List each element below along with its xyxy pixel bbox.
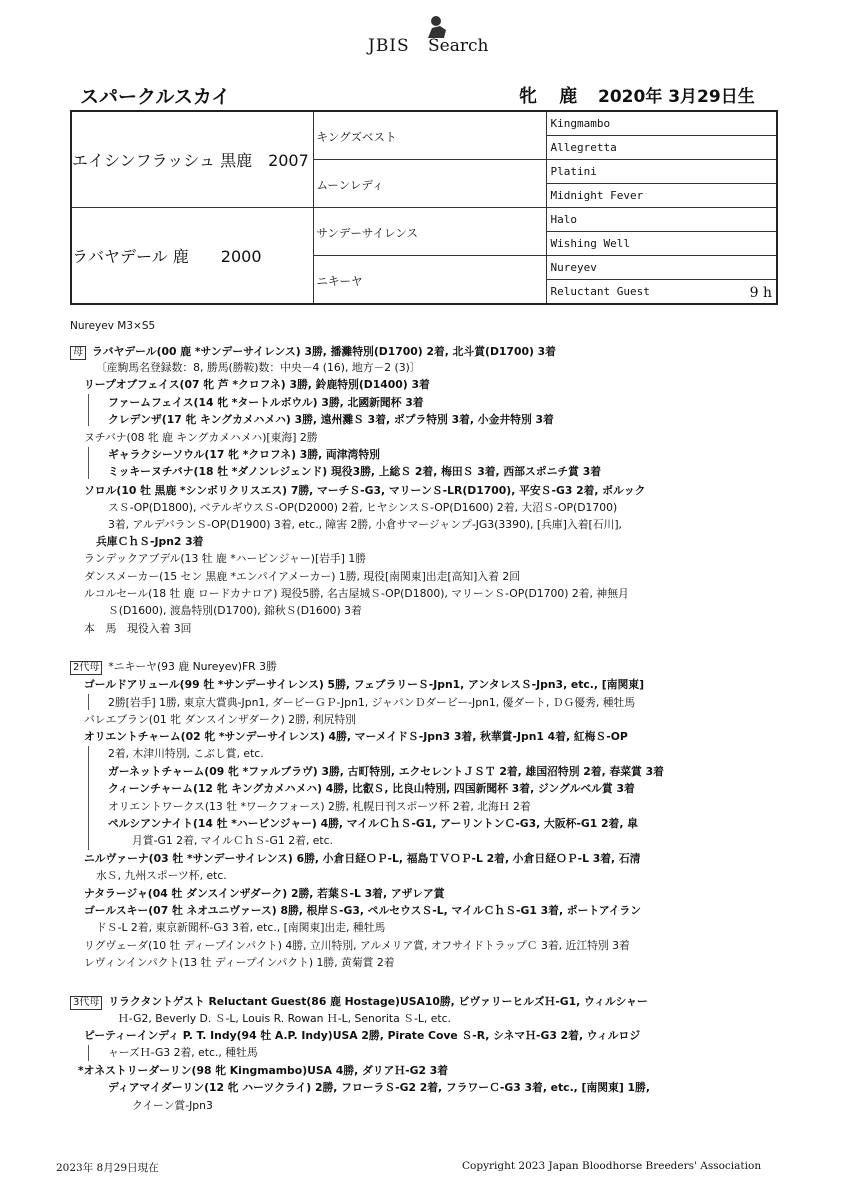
dam-dam-name: ニキーヤ — [316, 274, 363, 288]
tree-line — [88, 447, 89, 479]
ped-dss: Halo — [546, 208, 777, 232]
sec1-line: 3着, アルデバランＳ-OP(D1900) 3着, etc., 障害 2勝, 小倉サマージャンプ-JG3(3390), [兵庫]入着[石川], — [108, 518, 622, 531]
sec3-line: クイーン賞-Jpn3 — [132, 1099, 213, 1112]
sec2-line: ニルヴァーナ(03 牡 *サンデーサイレンス) 6勝, 小倉日経ＯＰ-L, 福島ＴＶＯＰ-L 2着, 小倉日経ＯＰ-L 3着, 石清 — [84, 852, 641, 865]
jbis-logo — [368, 14, 498, 56]
sire-sire-name: キングズベスト — [316, 130, 397, 144]
sec1-line: ギャラクシーソウル(17 牝 *クロフネ) 3勝, 両津湾特別 — [108, 448, 380, 461]
ped-dsd: Wishing Well — [546, 232, 777, 256]
dam-name: ラバヤデール — [72, 247, 168, 266]
sec2-line: 2着, 木津川特別, こぶし賞, etc. — [108, 747, 264, 760]
sec1-line: クレデンザ(17 牝 キングカメハメハ) 3勝, 遠州灘Ｓ 3着, ポプラ特別 3着, 小金井特別 3着 — [108, 413, 554, 426]
dam-cell — [71, 208, 313, 305]
inbreed-mark: 9 h — [749, 285, 772, 301]
ped-dds: Nureyev — [546, 256, 777, 280]
sec1-line: ソロル(10 牡 黒鹿 *シンボリクリスエス) 7勝, マーチＳ-G3, マリーンＳ-LR(D1700), 平安Ｓ-G3 2着, ポルック — [84, 484, 646, 497]
pedigree-table — [70, 110, 778, 305]
sire-dam-cell — [313, 160, 546, 208]
third-dam-record: リラクタントゲスト Reluctant Guest(86 鹿 Hostage)USA10勝, ビヴァリーヒルズＨ-G1, ウィルシャー — [108, 995, 648, 1008]
sex-color: 牝 鹿 — [519, 86, 586, 107]
sire-cell — [71, 111, 313, 208]
ped-ddd-cell — [546, 280, 777, 305]
sec1-line: リープオブフェイス(07 牝 芦 *クロフネ) 3勝, 鈴鹿特別(D1400) 3着 — [84, 378, 430, 391]
logo-jbis-text: JBIS — [368, 36, 410, 56]
sec1-line: 兵庫ＣｈＳ-Jpn2 3着 — [96, 535, 204, 548]
dam-info: 鹿 2000 — [172, 247, 262, 266]
sec2-line: リグヴェーダ(10 牡 ディープインパクト) 4勝, 立川特別, アルメリア賞, オフサイドトラップＣ 3着, 近江特別 3着 — [84, 939, 630, 952]
sec2-line: オリエントワークス(13 牡 *ワークフォース) 2勝, 札幌日刊スポーツ杯 2着, 北海Ｈ 2着 — [108, 800, 531, 813]
logo-search-text: Search — [428, 36, 489, 56]
sec1-line — [70, 345, 556, 360]
sec2-line: クィーンチャーム(12 牝 キングカメハメハ) 4勝, 比叡Ｓ, 比良山特別, 四国新聞杯 3着, ジングルベル賞 3着 — [108, 782, 635, 795]
dam-sire-cell — [313, 208, 546, 256]
sec2-line — [70, 660, 277, 675]
tree-line — [88, 1045, 89, 1061]
tree-line — [88, 694, 89, 710]
sire-dam-name: ムーンレディ — [316, 178, 384, 192]
sec2-line: バレエブラン(01 牝 ダンスインザダーク) 2勝, 利尻特別 — [84, 713, 356, 726]
birth-date: 2020年 3月29日生 — [598, 87, 755, 107]
sec1-line: ランデックアブデル(13 牡 鹿 *ハービンジャー)[岩手] 1勝 — [84, 552, 367, 565]
section-tag-3rd-dam: 3代母 — [70, 996, 102, 1010]
sec2-line: ドＳ-L 2着, 東京新聞杯-G3 3着, etc., [南関東]出走, 種牡馬 — [96, 921, 386, 934]
sec2-line: 水Ｓ, 九州スポーツ杯, etc. — [96, 869, 227, 882]
sire-name: エイシンフラッシュ — [72, 151, 215, 170]
sec3-line: ディアマイダーリン(12 牝 ハーツクライ) 2勝, フローラＳ-G2 2着, フラワーＣ-G3 3着, etc., [南関東] 1勝, — [108, 1081, 650, 1094]
sire-sire-cell — [313, 111, 546, 160]
tree-line — [88, 746, 89, 850]
sec1-line: ヌチバナ(08 牝 鹿 キングカメハメハ)[東海] 2勝 — [84, 431, 318, 444]
sec2-line: レヴィンインパクト(13 牡 ディープインパクト) 1勝, 黄菊賞 2着 — [84, 956, 395, 969]
sec1-line: ルコルセール(18 牡 鹿 ロードカナロア) 現役5勝, 名古屋城Ｓ-OP(D1800), マリーンＳ-OP(D1700) 2着, 神無月 — [84, 587, 629, 600]
sec2-line: 2勝[岩手] 1勝, 東京大賞典-Jpn1, ダービーＧＰ-Jpn1, ジャパンＤダービー-Jpn1, 優ダート, ＤＧ優秀, 種牡馬 — [108, 696, 636, 709]
horse-name: スパークルスカイ — [80, 86, 231, 108]
sec2-line: ペルシアンナイト(14 牡 *ハービンジャー) 4勝, マイルＣｈＳ-G1, アーリントンＣ-G3, 大阪杯-G1 2着, 皐 — [108, 817, 639, 830]
sec3-line — [70, 995, 648, 1010]
tree-line — [88, 394, 89, 426]
sire-info: 黒鹿 2007 — [220, 151, 309, 170]
ped-sdd: Midnight Fever — [546, 184, 777, 208]
dam-record: ラバヤデール(00 鹿 *サンデーサイレンス) 3勝, 播灘特別(D1700) 2着, 北斗賞(D1700) 3着 — [92, 345, 556, 358]
sec1-line: ファームフェイス(14 牝 *タートルボウル) 3勝, 北國新聞杯 3着 — [108, 396, 424, 409]
ped-sds: Platini — [546, 160, 777, 184]
dam-sire-name: サンデーサイレンス — [316, 226, 418, 240]
sec3-line: Ｈ-G2, Beverly D. Ｓ-L, Louis R. Rowan Ｈ-L, Senorita Ｓ-L, etc. — [118, 1012, 451, 1025]
ped-ssd: Allegretta — [546, 136, 777, 160]
inbreeding-note: Nureyev M3×S5 — [70, 320, 156, 332]
sec2-line: ガーネットチャーム(09 牝 *ファルブラヴ) 3勝, 古町特別, エクセレントＪＳＴ 2着, 雄国沼特別 2着, 春菜賞 3着 — [108, 765, 664, 778]
sec1-line: 本 馬 現役入着 3回 — [84, 622, 192, 635]
ped-ddd: Reluctant Guest — [550, 285, 650, 298]
sec3-line: ピーティーインディ P. T. Indy(94 牡 A.P. Indy)USA 2勝, Pirate Cove Ｓ-R, シネマＨ-G3 2着, ウィルロジ — [84, 1029, 641, 1042]
sec1-line: ミッキーヌチバナ(18 牡 *ダノンレジェンド) 現役3勝, 上総Ｓ 2着, 梅田Ｓ 3着, 西部スポニチ賞 3着 — [108, 465, 602, 478]
footer-copyright: Copyright 2023 Japan Bloodhorse Breeders' Association — [462, 1160, 762, 1172]
sec1-line: Ｓ(D1600), 渡島特別(D1700), 錦秋Ｓ(D1600) 3着 — [108, 604, 362, 617]
sec1-line: ダンスメーカー(15 セン 黒鹿 *エンパイアメーカー) 1勝, 現役[南関東]出走[高知]入着 2回 — [84, 570, 521, 583]
sec1-line: 〔産駒馬名登録数：8, 勝馬(勝鞍)数：中央－4 (16), 地方－2 (3)〕 — [96, 361, 421, 374]
sec1-line: スＳ-OP(D1800), ベテルギウスＳ-OP(D2000) 2着, ヒヤシンスＳ-OP(D1600) 2着, 大沼Ｓ-OP(D1700) — [108, 501, 618, 514]
dam-dam-cell — [313, 256, 546, 305]
footer-date: 2023年 8月29日現在 — [56, 1162, 159, 1174]
sec2-line: ゴールドアリュール(99 牡 *サンデーサイレンス) 5勝, フェブラリーＳ-Jpn1, アンタレスＳ-Jpn3, etc., [南関東] — [84, 678, 645, 691]
sec2-line: オリエントチャーム(02 牝 *サンデーサイレンス) 4勝, マーメイドＳ-Jpn3 3着, 秋華賞-Jpn1 4着, 紅梅Ｓ-OP — [84, 730, 628, 743]
sec2-line: 月賞-G1 2着, マイルＣｈＳ-G1 2着, etc. — [132, 834, 333, 847]
sec2-line: ゴールスキー(07 牡 ネオユニヴァース) 8勝, 根岸Ｓ-G3, ペルセウスＳ-L, マイルＣｈＳ-G1 3着, ポートアイラン — [84, 904, 642, 917]
sec2-line: ナタラージャ(04 牡 ダンスインザダーク) 2勝, 若葉Ｓ-L 3着, アザレア賞 — [84, 887, 445, 900]
ped-sss: Kingmambo — [546, 111, 777, 136]
sec3-line: ャーズＨ-G3 2着, etc., 種牡馬 — [108, 1046, 258, 1059]
sec3-line: *オネストリーダーリン(98 牝 Kingmambo)USA 4勝, ダリアＨ-G2 3着 — [78, 1064, 449, 1077]
second-dam-record: *ニキーヤ(93 鹿 Nureyev)FR 3勝 — [108, 660, 277, 673]
section-tag-dam: 母 — [70, 346, 86, 360]
section-tag-2nd-dam: 2代母 — [70, 661, 102, 675]
